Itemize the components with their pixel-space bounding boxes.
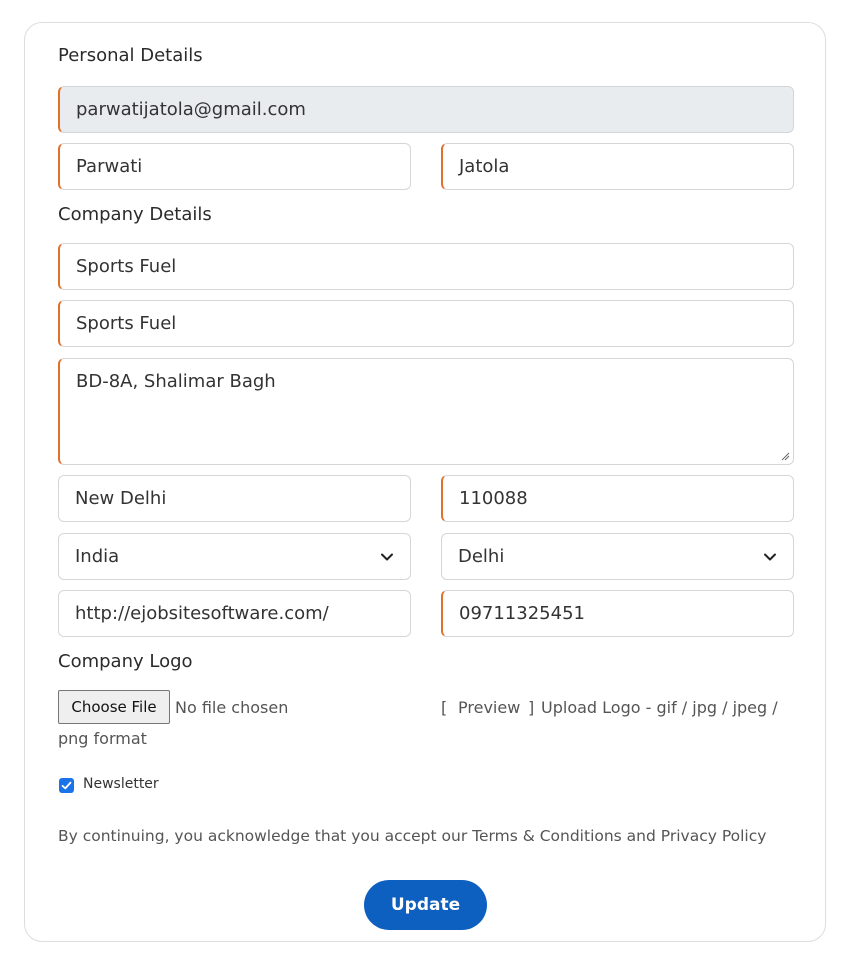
address-value: BD-8A, Shalimar Bagh: [76, 371, 276, 392]
choose-file-button[interactable]: Choose File: [58, 690, 170, 724]
country-select[interactable]: [58, 533, 411, 580]
preview-bracket-open: [: [441, 698, 448, 717]
upload-logo-hint: Upload Logo - gif / jpg / jpeg /: [541, 698, 778, 717]
city-field[interactable]: [58, 475, 411, 522]
update-button[interactable]: Update: [364, 880, 487, 930]
preview-link[interactable]: Preview: [458, 698, 521, 717]
company-name-field[interactable]: [58, 243, 794, 290]
checkmark-icon: [61, 780, 72, 791]
format-hint: png format: [58, 729, 147, 748]
company-title-value: Sports Fuel: [76, 313, 177, 334]
profile-form-card: [24, 22, 826, 942]
last-name-value: Jatola: [459, 156, 510, 177]
first-name-value: Parwati: [76, 156, 143, 177]
first-name-field[interactable]: [58, 143, 411, 190]
zip-value: 110088: [459, 488, 528, 509]
preview-bracket-close: ]: [528, 698, 535, 717]
no-file-chosen-text: No file chosen: [175, 698, 289, 717]
last-name-field[interactable]: [441, 143, 794, 190]
city-value: New Delhi: [75, 488, 167, 509]
chevron-down-icon: [763, 550, 777, 564]
newsletter-checkbox[interactable]: [59, 778, 74, 793]
zip-field[interactable]: [441, 475, 794, 522]
state-select[interactable]: [441, 533, 794, 580]
personal-details-heading: Personal Details: [58, 45, 203, 66]
chevron-down-icon: [380, 550, 394, 564]
newsletter-label[interactable]: Newsletter: [83, 776, 159, 792]
state-value: Delhi: [458, 546, 505, 567]
company-name-value: Sports Fuel: [76, 256, 177, 277]
country-value: India: [75, 546, 120, 567]
terms-text: By continuing, you acknowledge that you accept our Terms & Conditions and Privacy Policy: [58, 827, 767, 845]
phone-value: 09711325451: [459, 603, 585, 624]
resize-grip-icon[interactable]: [780, 451, 790, 461]
address-textarea[interactable]: [58, 358, 794, 465]
company-title-field[interactable]: [58, 300, 794, 347]
website-value: http://ejobsitesoftware.com/: [75, 603, 329, 624]
phone-field[interactable]: [441, 590, 794, 637]
company-logo-heading: Company Logo: [58, 651, 193, 672]
website-field[interactable]: [58, 590, 411, 637]
company-details-heading: Company Details: [58, 204, 212, 225]
email-value: parwatijatola@gmail.com: [76, 99, 306, 120]
email-field: [58, 86, 794, 133]
